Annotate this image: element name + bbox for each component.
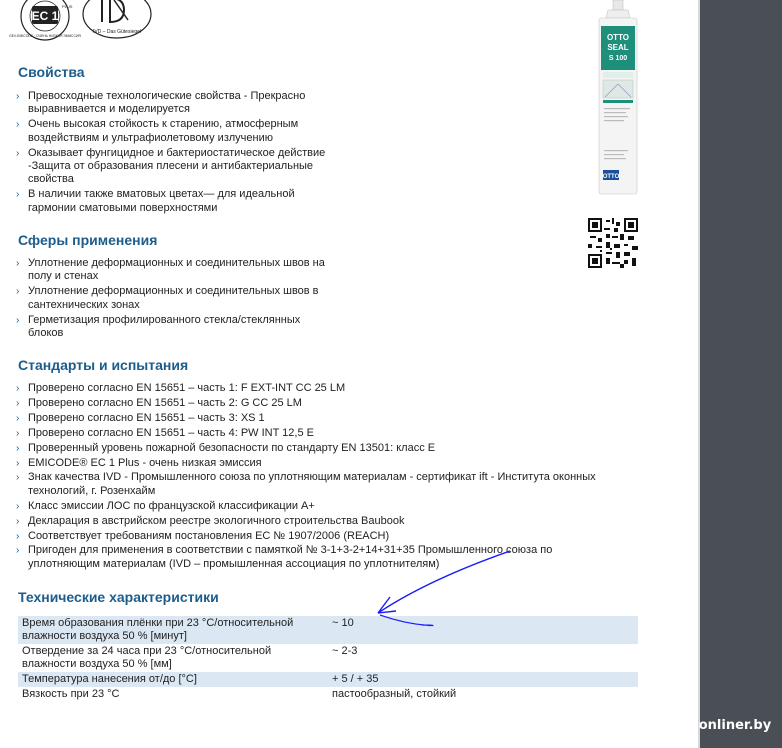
list-item: › В наличии также вматовых цветах— для идеальной гармонии сматовыми поверхностями — [16, 188, 295, 214]
list-item: › Проверено согласно EN 15651 – часть 3: XS 1 — [16, 411, 265, 424]
bullet-icon: › — [16, 147, 20, 159]
bullet-icon: › — [16, 314, 20, 326]
list-item: › Проверено согласно EN 15651 – часть 4: PW INT 12,5 E — [16, 426, 314, 439]
brand-otto: OTTO — [606, 33, 630, 42]
list-item: › Герметизация профилированного стекла/стеклянных блоков — [16, 313, 301, 340]
bullet-icon: › — [16, 189, 20, 201]
table-cell-label: Температура нанесения от/до [°C] — [18, 672, 328, 687]
list-item: › Знак качества IVD - Промышленного союза по уплотняющим материалам - сертификат ift - Института оконных технологий, г. Розенхайм — [16, 471, 596, 497]
brand-seal: SEAL — [607, 43, 629, 52]
list-item: › Декларация в австрийском реестре экологичного строительства Baubook — [16, 514, 405, 527]
list-item: › Проверено согласно EN 15651 – часть 2: G CC 25 LM — [16, 396, 302, 409]
table-cell-label: Время образования плёнки при 23 °C/относительной влажности воздуха 50 % [минут] — [18, 616, 328, 644]
table-cell-value: + 5 / + 35 — [328, 672, 638, 687]
list-item: › Класс эмиссии ЛОС по французской классификации A+ — [16, 499, 315, 512]
qr-code — [588, 218, 638, 268]
list-item: › EMICODE® EC 1 Plus - очень низкая эмиссия — [16, 456, 262, 469]
table-cell-value: ~ 2-3 — [332, 645, 358, 657]
table-row — [18, 687, 638, 702]
bullet-icon: › — [16, 427, 20, 439]
table-row — [18, 644, 638, 672]
list-item: › Соответствует требованиям постановления ЕС № 1907/2006 (REACH) — [16, 529, 390, 542]
ivd-logo — [80, 0, 154, 40]
ec1-plus-text: PLUS — [62, 4, 73, 9]
bullet-icon: › — [16, 119, 20, 131]
properties-list — [16, 90, 326, 217]
list-item: › Пригоден для применения в соответствии с памяткой № 3-1+3-2+14+31+35 Промышленного союза по уплотняющим материалам (IVD – промышленная ассоциация по уплотнителям) — [16, 544, 553, 570]
bullet-icon: › — [16, 530, 20, 542]
list-item: › Очень высокая стойкость к старению, атмосферным воздействиям и ультрафиолетовому излучению — [16, 118, 299, 144]
bullet-icon: › — [16, 500, 20, 512]
watermark-text: forum.onliner.by — [650, 718, 772, 733]
brand-model: S 100 — [608, 55, 628, 62]
list-item: › Превосходные технологические свойства - Прекрасно выравнивается и моделируется — [16, 90, 306, 116]
table-row — [18, 672, 638, 687]
ivd-caption: IVD – Das Gütesiegel — [92, 29, 142, 35]
section-title-applications: Сферы применения — [18, 232, 158, 248]
cartridge-footer-brand: OTTO — [602, 174, 620, 180]
table-cell-label: Отвердение за 24 часа при 23 °C/относительной влажности воздуха 50 % [мм] — [22, 645, 272, 670]
viewer-sidebar — [700, 0, 782, 748]
section-title-technical: Технические характеристики — [18, 589, 219, 605]
bullet-icon: › — [16, 457, 20, 469]
section-title-standards: Стандарты и испытания — [18, 357, 189, 373]
table-cell-value: пастообразный, стойкий — [332, 688, 457, 700]
list-item: › Уплотнение деформационных и соединительных швов на полу и стенах — [16, 257, 325, 283]
section-title-properties: Свойства — [18, 64, 85, 80]
bullet-icon: › — [16, 412, 20, 424]
annotation-arrow — [360, 545, 520, 635]
bullet-icon: › — [16, 258, 20, 269]
list-item: › Уплотнение деформационных и соединительных швов в сантехнических зонах — [16, 285, 319, 311]
bullet-icon: › — [16, 545, 20, 557]
bullet-icon: › — [16, 515, 20, 527]
ec1-ring-text: GEV-EMICODE · ОЧЕНЬ НИЗКАЯ ЭМИССИЯ — [9, 34, 81, 38]
bullet-icon: › — [16, 397, 20, 409]
table-cell-value: ~ 10 — [328, 616, 638, 644]
list-item: › Проверенный уровень пожарной безопасности по стандарту EN 13501: класс E — [16, 441, 436, 454]
product-cartridge-image — [590, 0, 646, 200]
bullet-icon: › — [16, 442, 20, 454]
table-row — [18, 616, 638, 644]
ec1-text: EC 1 — [31, 9, 59, 23]
bullet-icon: › — [16, 91, 20, 102]
bullet-icon: › — [16, 286, 20, 298]
applications-list — [16, 257, 326, 342]
table-cell-label: Вязкость при 23 °C — [22, 688, 120, 700]
emicode-ec1-logo — [9, 0, 81, 42]
list-item: › Оказывает фунгицидное и бактериостатическое действие -Защита от образования плесени и антибактериальные свойства — [16, 146, 326, 186]
technical-table — [18, 616, 638, 702]
standards-list — [16, 382, 616, 573]
bullet-icon: › — [16, 383, 20, 394]
bullet-icon: › — [16, 472, 20, 484]
list-item: › Проверено согласно EN 15651 – часть 1: F EXT-INT CC 25 LM — [16, 382, 346, 394]
